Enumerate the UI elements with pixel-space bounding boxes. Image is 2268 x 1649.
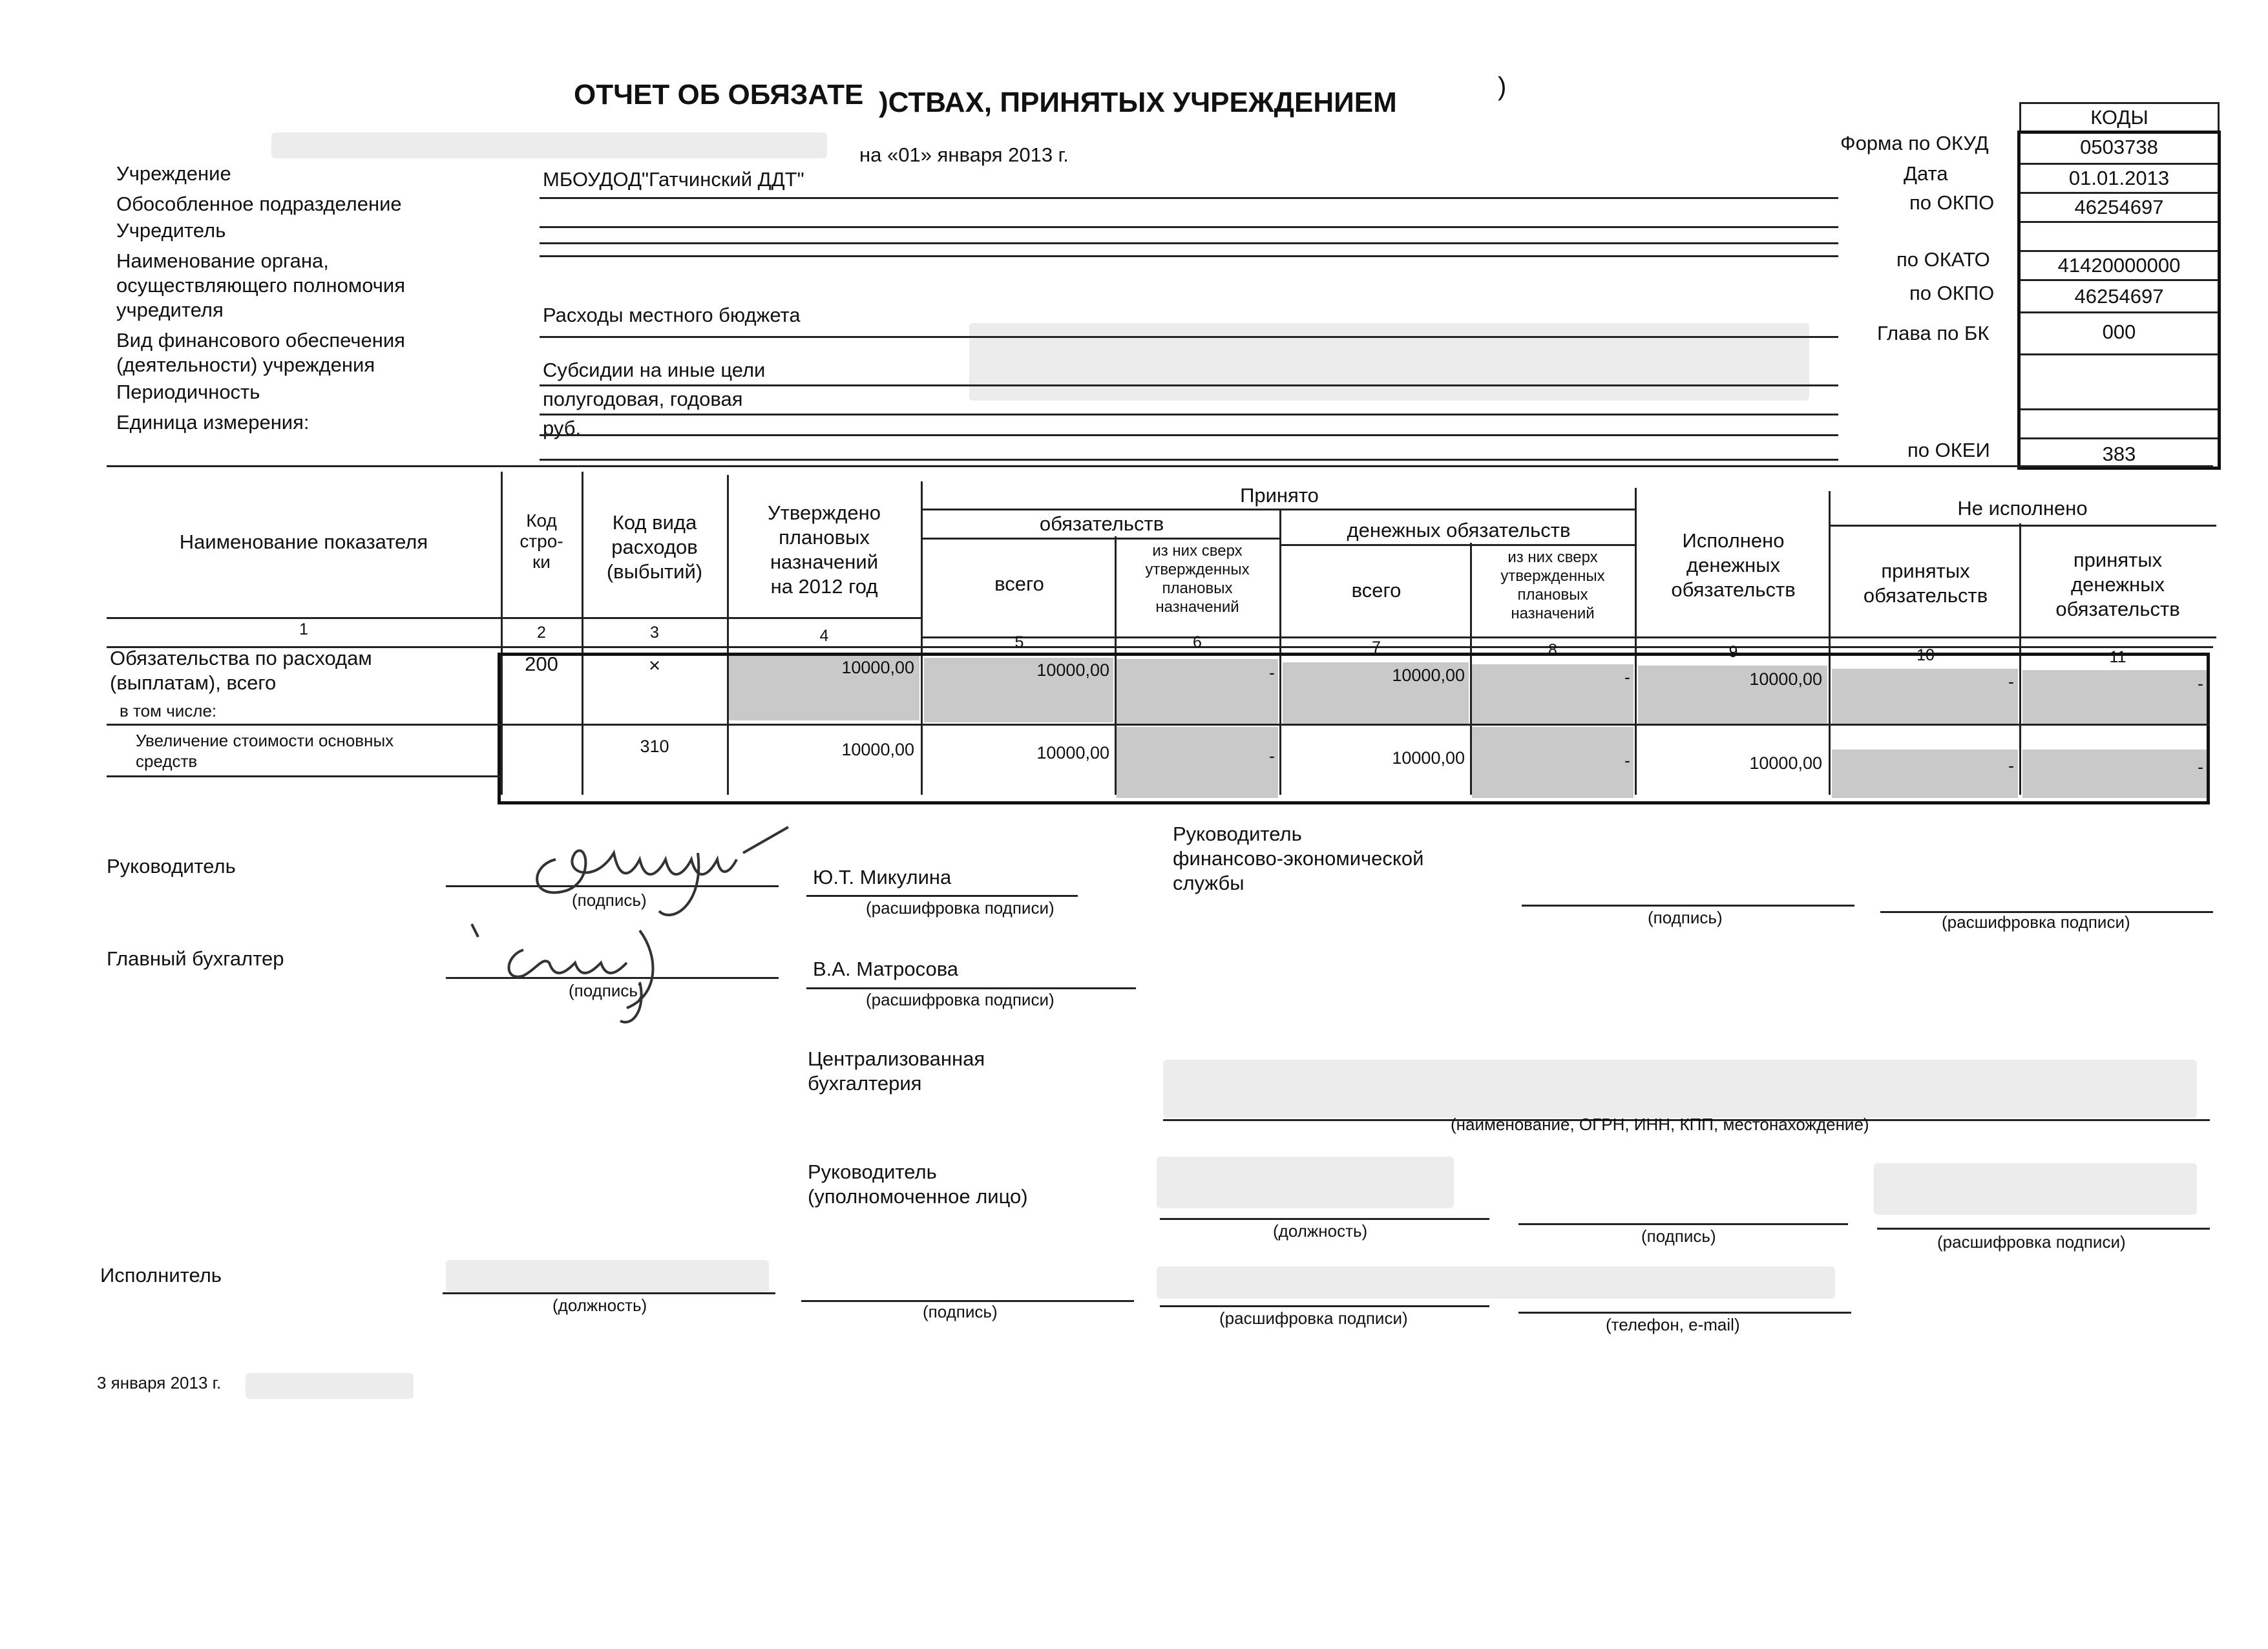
row2-c8: - bbox=[1624, 751, 1630, 770]
executor-phone-caption: (телефон, e-mail) bbox=[1606, 1315, 1740, 1334]
line-authority bbox=[540, 336, 1838, 338]
row1-c9: 10000,00 bbox=[1749, 669, 1822, 689]
executor-rasshifrovka: (расшифровка подписи) bbox=[1219, 1308, 1408, 1328]
hline-money bbox=[1279, 544, 1635, 546]
col-executed-header: Исполнено денежных обязательств bbox=[1671, 529, 1796, 601]
periodicity-label: Периодичность bbox=[116, 381, 260, 403]
colnum-7: 7 bbox=[1372, 638, 1381, 656]
row2-c6: - bbox=[1269, 746, 1275, 766]
codes-box bbox=[2017, 131, 2221, 470]
grp-not-executed-header: Не исполнено bbox=[1957, 497, 2088, 520]
line-periodicity bbox=[540, 414, 1838, 415]
central-caption: (наименование, ОГРН, ИНН, КПП, местонахождение) bbox=[1451, 1115, 1869, 1134]
hline-not-executed bbox=[1829, 525, 2216, 527]
col-approved-header: Утверждено плановых назначений на 2012 год bbox=[768, 501, 881, 598]
line-unit-bottom bbox=[540, 459, 1838, 461]
executor-position-line bbox=[443, 1292, 775, 1294]
col-code-header: Код стро- ки bbox=[520, 510, 563, 572]
head-name: Ю.Т. Микулина bbox=[813, 866, 952, 888]
codes-header: КОДЫ bbox=[2019, 102, 2220, 132]
institution-value: МБОУДОД"Гатчинский ДДТ" bbox=[543, 168, 804, 191]
chief-acc-label: Главный бухгалтер bbox=[107, 947, 284, 970]
auth-name-line bbox=[1877, 1228, 2210, 1230]
code-bk: 000 bbox=[2021, 311, 2218, 353]
redacted-area-date bbox=[246, 1373, 414, 1399]
title-stray-mark: ) bbox=[1498, 72, 1507, 101]
line-founder bbox=[540, 242, 1838, 244]
colnum-9: 9 bbox=[1728, 643, 1738, 661]
report-title-part2: )СТВАХ, ПРИНЯТЫХ УЧРЕЖДЕНИЕМ bbox=[879, 87, 1397, 118]
code-empty-1 bbox=[2021, 221, 2218, 250]
redacted-area-central bbox=[1163, 1060, 2197, 1118]
auth-sign-line bbox=[1518, 1223, 1848, 1225]
head-signature bbox=[517, 814, 808, 930]
row2-name: Увеличение стоимости основных средств bbox=[136, 731, 394, 771]
col-over-obl: из них сверх утвержденных плановых назначений bbox=[1145, 542, 1250, 616]
financing-label: Вид финансового обеспечения (деятельности) учреждения bbox=[116, 329, 405, 376]
authority-value: Расходы местного бюджета bbox=[543, 304, 801, 326]
col-ne-accepted: принятых обязательств bbox=[1863, 560, 1988, 607]
grp-accepted-header: Принято bbox=[1240, 484, 1319, 507]
row2-c4: 10000,00 bbox=[841, 740, 914, 759]
colnum-5: 5 bbox=[1014, 633, 1024, 651]
code-date: 01.01.2013 bbox=[2021, 163, 2218, 192]
colnum-6: 6 bbox=[1193, 633, 1202, 651]
colnum-1: 1 bbox=[299, 620, 308, 638]
line-subdivision bbox=[540, 226, 1838, 228]
redacted-area-executor bbox=[446, 1260, 769, 1292]
code-empty-2 bbox=[2021, 353, 2218, 408]
fin-head-label: Руководитель финансово-экономической службы bbox=[1173, 823, 1424, 894]
fin-rasshifrovka: (расшифровка подписи) bbox=[1942, 912, 2130, 932]
chief-podpis: (подпись) bbox=[569, 981, 644, 1000]
row2-c11: - bbox=[2198, 757, 2203, 777]
head-podpis: (подпись) bbox=[572, 890, 647, 910]
report-date: на «01» января 2013 г. bbox=[859, 143, 1069, 166]
line-financing bbox=[540, 384, 1838, 386]
col-type-header: Код вида расходов (выбытий) bbox=[606, 511, 703, 583]
redacted-area-header bbox=[969, 323, 1809, 401]
row2-type: 310 bbox=[640, 737, 669, 756]
auth-rasshifrovka: (расшифровка подписи) bbox=[1937, 1232, 2126, 1252]
codes-label-okpo: по ОКПО bbox=[1909, 191, 1995, 214]
code-okato: 41420000000 bbox=[2021, 250, 2218, 279]
executor-dolzhnost: (должность) bbox=[552, 1296, 647, 1315]
auth-podpis: (подпись) bbox=[1641, 1226, 1716, 1246]
auth-dolzhnost: (должность) bbox=[1273, 1221, 1368, 1241]
grp-obligations-header: обязательств bbox=[1039, 512, 1164, 535]
chief-acc-name: В.А. Матросова bbox=[813, 958, 959, 980]
code-okei: 383 bbox=[2021, 437, 2218, 470]
row2-c10: - bbox=[2008, 756, 2014, 775]
head-label: Руководитель bbox=[107, 855, 236, 877]
head-name-line bbox=[806, 895, 1078, 897]
redacted-area-top bbox=[271, 132, 827, 158]
hline-row-split bbox=[107, 724, 2210, 726]
col-ne-money: принятых денежных обязательств bbox=[2055, 549, 2180, 620]
bottom-date: 3 января 2013 г. bbox=[97, 1373, 222, 1392]
row1-c10: - bbox=[2008, 672, 2014, 691]
line-unit bbox=[540, 434, 1838, 436]
founder-label: Учредитель bbox=[116, 219, 226, 242]
fin-podpis: (подпись) bbox=[1648, 908, 1723, 927]
grp-money-header: денежных обязательств bbox=[1347, 519, 1571, 541]
executor-phone-line bbox=[1518, 1312, 1851, 1314]
codes-label-bk: Глава по БК bbox=[1877, 322, 1990, 344]
row1-type: × bbox=[648, 654, 661, 677]
colnum-11: 11 bbox=[2109, 648, 2126, 666]
code-okpo2: 46254697 bbox=[2021, 279, 2218, 311]
subdivision-label: Обособленное подразделение bbox=[116, 193, 402, 215]
line-institution bbox=[540, 197, 1838, 199]
redacted-area-name bbox=[1874, 1163, 2197, 1215]
fin-sign-line bbox=[1522, 905, 1854, 907]
auth-position-line bbox=[1160, 1218, 1489, 1220]
periodicity-value: полугодовая, годовая bbox=[543, 388, 743, 410]
central-label: Централизованная бухгалтерия bbox=[808, 1047, 985, 1095]
row1-sub: в том числе: bbox=[120, 701, 217, 720]
col-over-money: из них сверх утвержденных плановых назначений bbox=[1500, 549, 1605, 622]
executor-label: Исполнитель bbox=[100, 1264, 222, 1287]
row1-name: Обязательства по расходам (выплатам), всего bbox=[110, 647, 372, 694]
colnum-2: 2 bbox=[537, 624, 546, 642]
col-total-money: всего bbox=[1351, 579, 1402, 602]
colnum-3: 3 bbox=[650, 624, 659, 642]
executor-name-line bbox=[1160, 1305, 1489, 1307]
colnum-4: 4 bbox=[819, 627, 829, 645]
line-authority-top bbox=[540, 255, 1838, 257]
auth-label: Руководитель (уполномоченное лицо) bbox=[808, 1161, 1028, 1208]
row1-c4: 10000,00 bbox=[841, 658, 914, 677]
row1-c11: - bbox=[2198, 674, 2203, 693]
hline-header-bottom-right bbox=[921, 636, 2216, 638]
chief-name-line bbox=[806, 987, 1136, 989]
report-title-part1: ОТЧЕТ ОБ ОБЯЗАТЕ bbox=[574, 79, 864, 110]
colnum-10: 10 bbox=[1916, 646, 1935, 664]
chief-rasshifrovka: (расшифровка подписи) bbox=[866, 990, 1055, 1009]
hline-accepted bbox=[921, 509, 1635, 510]
hline-header-bottom-left bbox=[107, 617, 921, 619]
financing-value: Субсидии на иные цели bbox=[543, 359, 766, 381]
code-empty-3 bbox=[2021, 408, 2218, 437]
row2-c7: 10000,00 bbox=[1392, 748, 1465, 768]
col-total-obl: всего bbox=[994, 572, 1044, 595]
row1-c6: - bbox=[1269, 663, 1275, 682]
row1-c5: 10000,00 bbox=[1036, 660, 1109, 680]
col-name-header: Наименование показателя bbox=[179, 530, 428, 553]
colnum-8: 8 bbox=[1548, 641, 1557, 659]
authority-label: Наименование органа, осуществляющего полномочия учредителя bbox=[116, 249, 406, 321]
unit-label: Единица измерения: bbox=[116, 411, 310, 434]
row2-c5: 10000,00 bbox=[1036, 743, 1109, 762]
codes-label-okud: Форма по ОКУД bbox=[1840, 132, 1989, 154]
executor-podpis: (подпись) bbox=[923, 1302, 998, 1321]
head-rasshifrovka: (расшифровка подписи) bbox=[866, 898, 1055, 918]
code-okpo: 46254697 bbox=[2021, 192, 2218, 221]
redacted-area-executor2 bbox=[1157, 1266, 1835, 1299]
unit-value: руб. bbox=[543, 417, 582, 439]
codes-label-okato: по ОКАТО bbox=[1896, 248, 1990, 271]
codes-label-date: Дата bbox=[1904, 162, 1948, 185]
codes-label-okei: по ОКЕИ bbox=[1907, 439, 1990, 461]
code-okud: 0503738 bbox=[2080, 136, 2158, 158]
row1-c7: 10000,00 bbox=[1392, 666, 1465, 685]
redacted-area-position bbox=[1157, 1157, 1454, 1208]
row1-code: 200 bbox=[525, 653, 558, 675]
hline-obligations bbox=[921, 538, 1279, 540]
institution-label: Учреждение bbox=[116, 162, 231, 185]
table-top-line bbox=[107, 465, 2213, 467]
hline-row2-bottom-left bbox=[107, 775, 501, 777]
codes-label-okpo2: по ОКПО bbox=[1909, 282, 1995, 304]
row2-c9: 10000,00 bbox=[1749, 753, 1822, 773]
chief-signature bbox=[465, 918, 711, 1034]
row1-c8: - bbox=[1624, 667, 1630, 687]
